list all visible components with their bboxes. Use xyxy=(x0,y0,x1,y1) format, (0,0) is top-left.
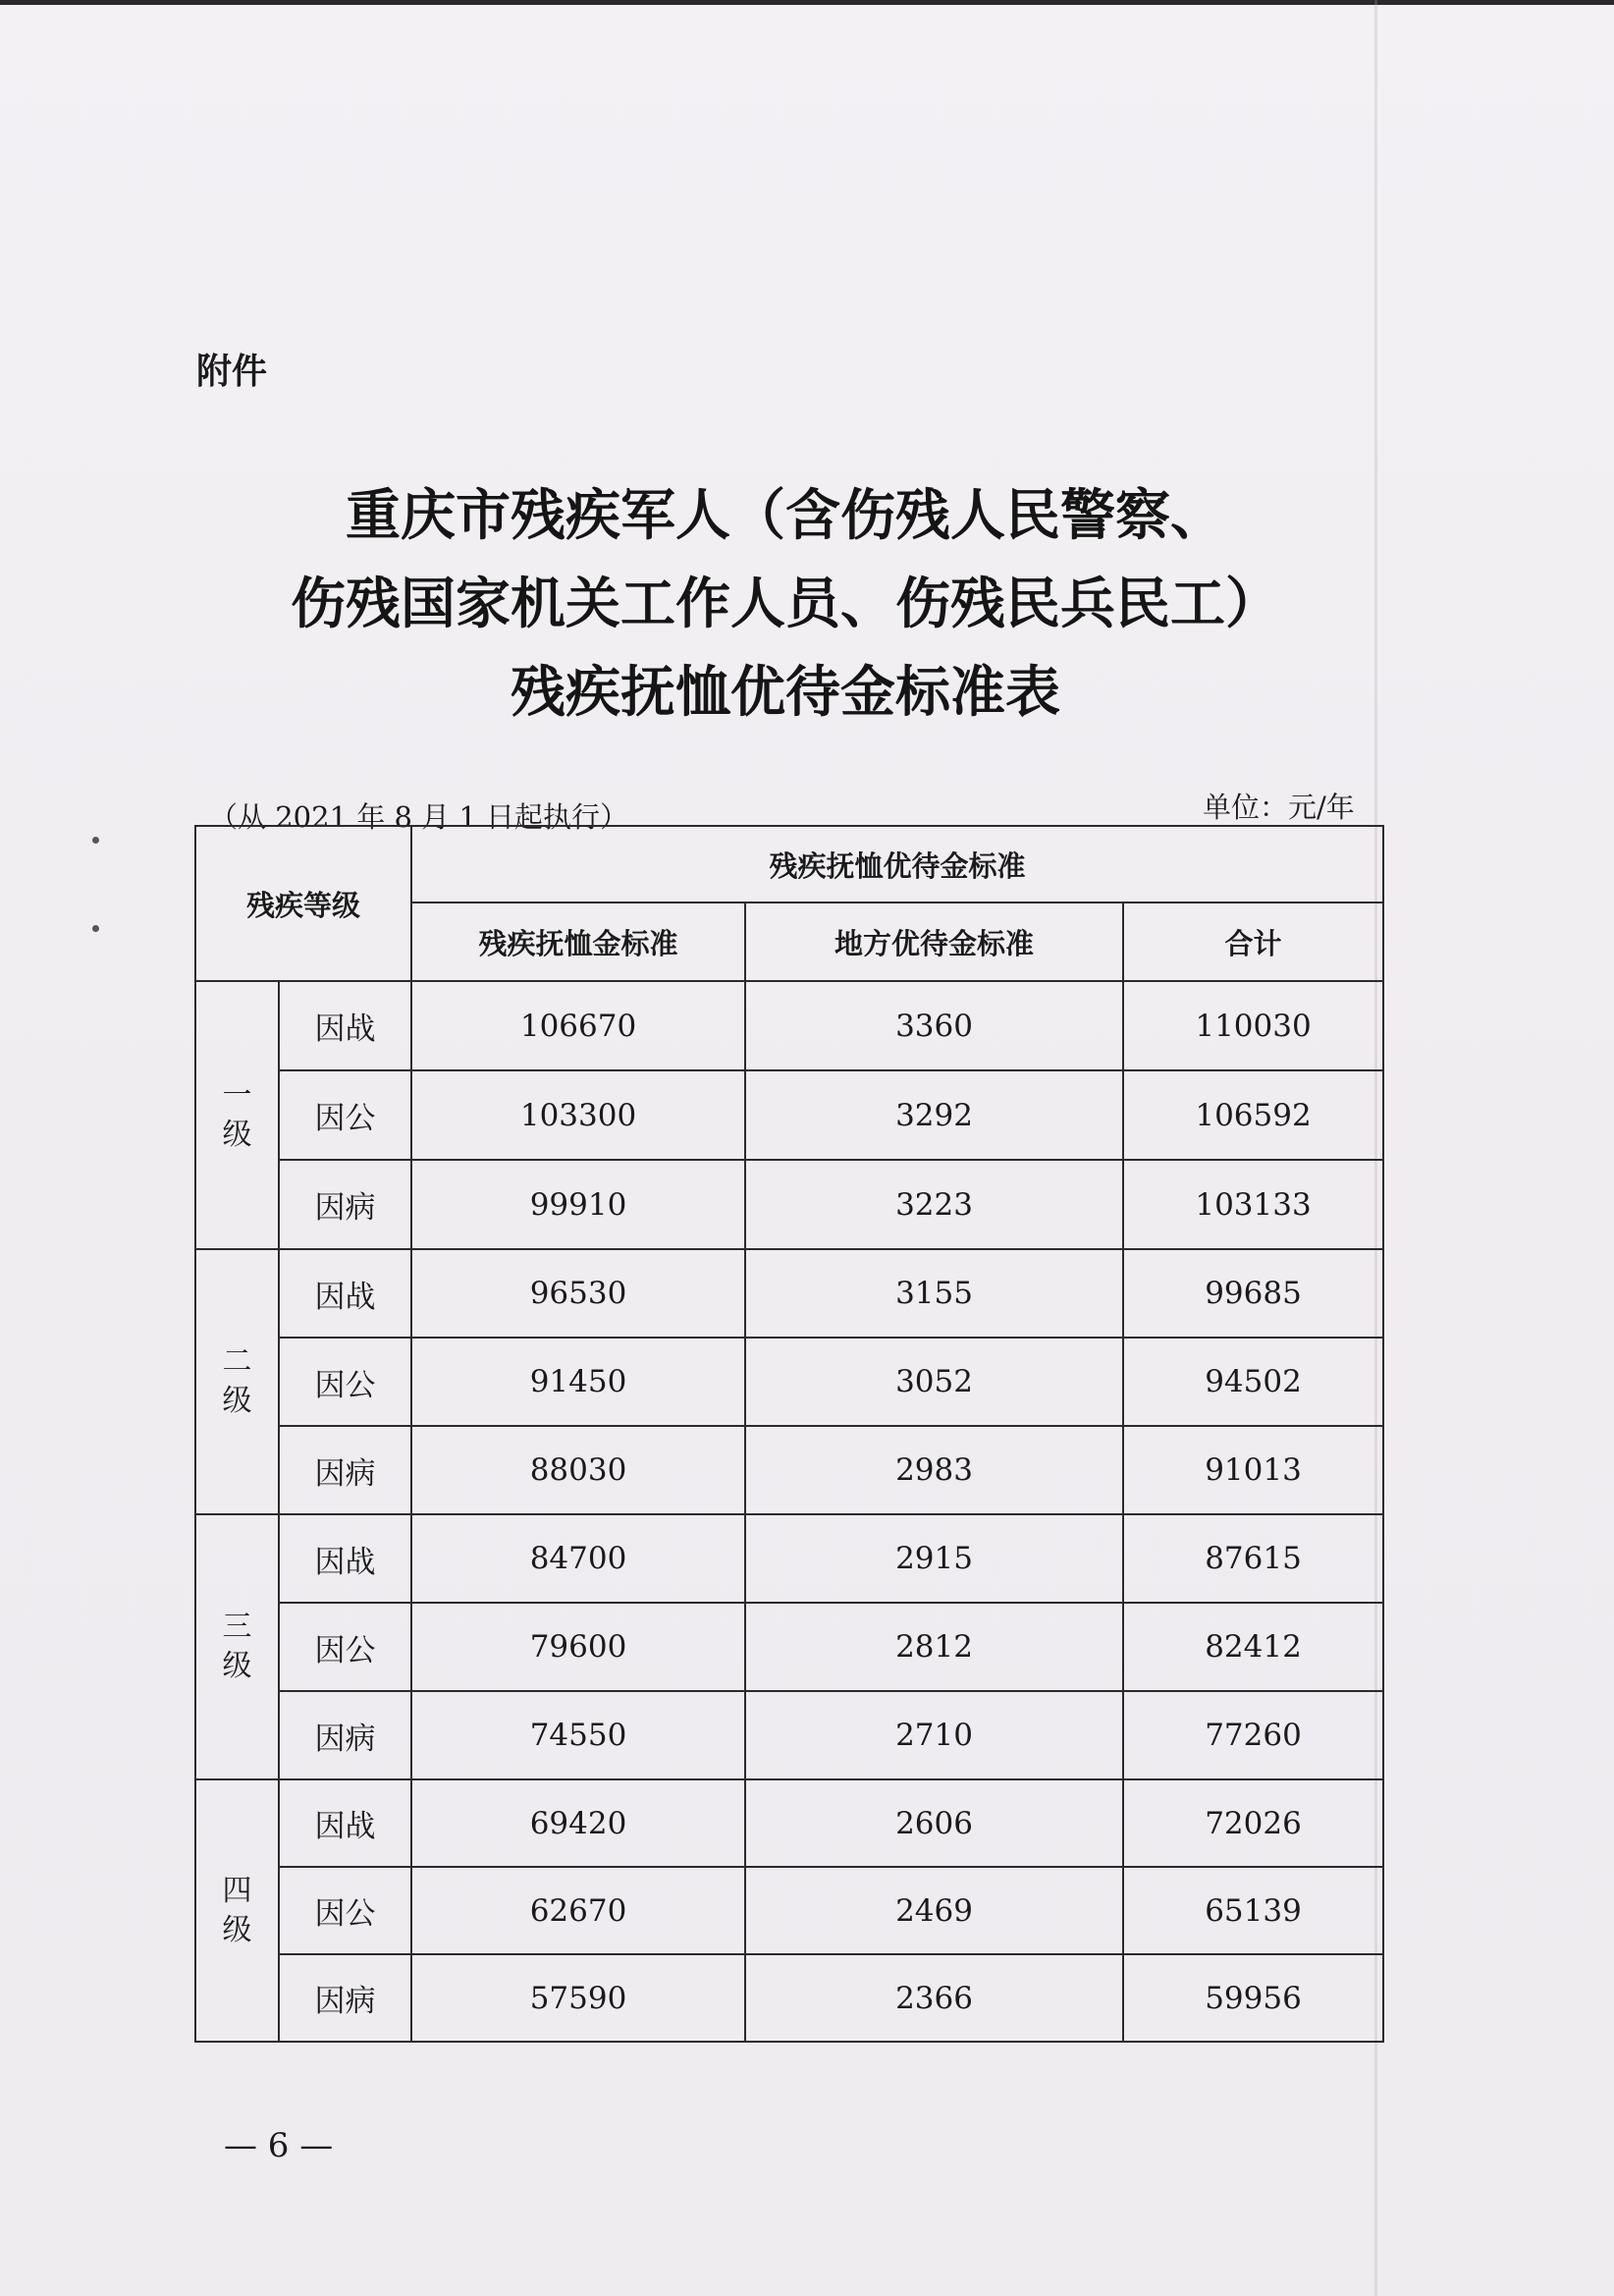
level-column-header: 残疾等级 xyxy=(195,826,411,981)
cause-cell: 因公 xyxy=(279,1070,411,1160)
cause-cell: 因病 xyxy=(279,1954,411,2042)
pension-cell: 62670 xyxy=(411,1867,745,1954)
unit-note: 单位：元/年 xyxy=(1203,791,1355,824)
standard-group-header: 残疾抚恤优待金标准 xyxy=(411,826,1383,902)
table-row xyxy=(195,1160,1383,1249)
pension-standard-table xyxy=(194,825,1384,2043)
local-cell: 3052 xyxy=(745,1338,1123,1426)
table-row xyxy=(195,1867,1383,1954)
title-line-2: 伤残国家机关工作人员、伤残民兵民工） xyxy=(291,572,1280,636)
total-cell: 99685 xyxy=(1123,1249,1383,1338)
table-row xyxy=(195,1514,1383,1603)
local-column-header: 地方优待金标准 xyxy=(745,902,1123,981)
cause-cell: 因公 xyxy=(279,1867,411,1954)
effective-date-note: （从 2021 年 8 月 1 日起执行） xyxy=(209,800,629,834)
pension-cell: 106670 xyxy=(411,981,745,1070)
pension-cell: 74550 xyxy=(411,1691,745,1779)
table-row xyxy=(195,1338,1383,1426)
table-row xyxy=(195,1691,1383,1779)
punch-hole-mark xyxy=(92,925,99,932)
total-cell: 106592 xyxy=(1123,1070,1383,1160)
total-cell: 91013 xyxy=(1123,1426,1383,1514)
pension-cell: 57590 xyxy=(411,1954,745,2042)
level-cell: 一 级 xyxy=(195,981,279,1249)
local-cell: 3292 xyxy=(745,1070,1123,1160)
total-column-header: 合计 xyxy=(1123,902,1383,981)
local-cell: 2915 xyxy=(745,1514,1123,1603)
local-cell: 3223 xyxy=(745,1160,1123,1249)
cause-cell: 因战 xyxy=(279,981,411,1070)
pension-cell: 103300 xyxy=(411,1070,745,1160)
level-cell: 四 级 xyxy=(195,1779,279,2042)
pension-cell: 96530 xyxy=(411,1249,745,1338)
pension-cell: 84700 xyxy=(411,1514,745,1603)
pension-cell: 99910 xyxy=(411,1160,745,1249)
total-cell: 94502 xyxy=(1123,1338,1383,1426)
pension-cell: 91450 xyxy=(411,1338,745,1426)
page-number: — 6 — xyxy=(224,2126,334,2165)
title-line-3: 残疾抚恤优待金标准表 xyxy=(511,660,1060,725)
title-line-1: 重庆市残疾军人（含伤残人民警察、 xyxy=(346,483,1225,548)
cause-cell: 因病 xyxy=(279,1160,411,1249)
cause-cell: 因战 xyxy=(279,1514,411,1603)
pension-cell: 69420 xyxy=(411,1779,745,1867)
attachment-label: 附件 xyxy=(196,352,268,392)
local-cell: 2983 xyxy=(745,1426,1123,1514)
total-cell: 72026 xyxy=(1123,1779,1383,1867)
total-cell: 59956 xyxy=(1123,1954,1383,2042)
total-cell: 110030 xyxy=(1123,981,1383,1070)
total-cell: 77260 xyxy=(1123,1691,1383,1779)
table-row xyxy=(195,1249,1383,1338)
total-cell: 103133 xyxy=(1123,1160,1383,1249)
table-row xyxy=(195,1070,1383,1160)
cause-cell: 因公 xyxy=(279,1603,411,1691)
cause-cell: 因公 xyxy=(279,1338,411,1426)
pension-column-header: 残疾抚恤金标准 xyxy=(411,902,745,981)
level-cell: 二 级 xyxy=(195,1249,279,1514)
total-cell: 82412 xyxy=(1123,1603,1383,1691)
table-row xyxy=(195,981,1383,1070)
table-row xyxy=(195,1426,1383,1514)
punch-hole-mark xyxy=(92,837,99,844)
local-cell: 2469 xyxy=(745,1867,1123,1954)
local-cell: 2366 xyxy=(745,1954,1123,2042)
scan-top-edge xyxy=(0,0,1614,5)
local-cell: 2710 xyxy=(745,1691,1123,1779)
cause-cell: 因战 xyxy=(279,1249,411,1338)
cause-cell: 因战 xyxy=(279,1779,411,1867)
level-cell: 三 级 xyxy=(195,1514,279,1779)
cause-cell: 因病 xyxy=(279,1426,411,1514)
local-cell: 2812 xyxy=(745,1603,1123,1691)
table-row xyxy=(195,1603,1383,1691)
pension-cell: 88030 xyxy=(411,1426,745,1514)
local-cell: 3155 xyxy=(745,1249,1123,1338)
table-row xyxy=(195,1954,1383,2042)
pension-cell: 79600 xyxy=(411,1603,745,1691)
table-row xyxy=(195,1779,1383,1867)
local-cell: 3360 xyxy=(745,981,1123,1070)
document-title xyxy=(147,471,1424,737)
table-header-row xyxy=(195,826,1383,902)
local-cell: 2606 xyxy=(745,1779,1123,1867)
total-cell: 65139 xyxy=(1123,1867,1383,1954)
total-cell: 87615 xyxy=(1123,1514,1383,1603)
cause-cell: 因病 xyxy=(279,1691,411,1779)
